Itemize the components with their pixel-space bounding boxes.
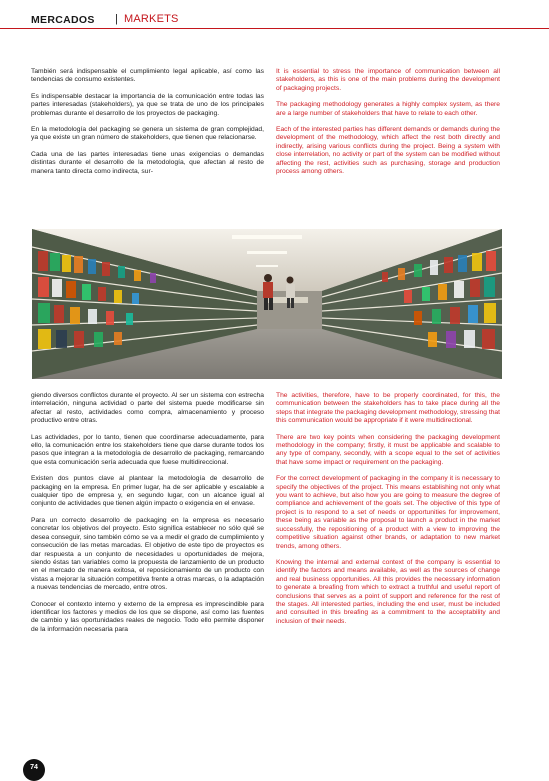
column-en-bottom bbox=[276, 392, 500, 634]
paragraph: The activities, therefore, have to be properly coordinated, for this, the communication between the stakeholders has to take place during all the steps that integrate the packaging development methodology, stressing that this communication would be appropriate if it were multidirectional. bbox=[276, 392, 500, 425]
column-en-top bbox=[276, 68, 500, 184]
paragraph: En la metodología del packaging se genera un sistema de gran complejidad, ya que existe un gran número de stakeholders, que tienen que relacionarse. bbox=[31, 126, 264, 142]
paragraph: Es indispensable destacar la importancia de la comunicación entre todas las partes interesadas (stakeholders), ya que se trata de uno de los principales problemas durante el desarrollo de los proyectos de packaging. bbox=[31, 92, 264, 117]
page-number: 74 bbox=[23, 759, 45, 781]
paragraph: Conocer el contexto interno y externo de la empresa es imprescindible para identificar los factores y medios de los que se dispone, así como las fuentes de cambio y las oportunidades reales de negocio. Todo ello permite disponer de la información necesaria para bbox=[31, 600, 264, 633]
paragraph: The packaging methodology generates a highly complex system, as there are a large number of stakeholders that have to relate to each other. bbox=[276, 101, 500, 117]
header-rule bbox=[0, 28, 549, 29]
section-title-en: MARKETS bbox=[124, 13, 179, 25]
paragraph: It is essential to stress the importance of communication between all stakeholders, as this is one of the main problems during the development of packaging projects. bbox=[276, 68, 500, 92]
column-es-top bbox=[31, 68, 264, 184]
paragraph: Cada una de las partes interesadas tiene unas exigencias o demandas distintas durante el desarrollo de la metodología, que afectan al resto de manera tanto directa como indirecta, sur- bbox=[31, 150, 264, 175]
paragraph: Each of the interested parties has different demands or demands during the development of the methodology, which affect the rest both directly and indirectly, arising various conflicts during the project. Being a system with close interrelation, no activity or part of the system can be modified without affecting the rest, activities such as purchasing, storage and production process among others. bbox=[276, 126, 500, 176]
page-header bbox=[31, 13, 331, 29]
paragraph: También será indispensable el cumplimiento legal aplicable, así como las tendencias de consumo existentes. bbox=[31, 68, 264, 84]
paragraph: For the correct development of packaging in the company it is necessary to specify the objectives of the project. This means establishing not only what you want to achieve, but also how you are going to measure the degree of compliance and achievement of the goals set. The objective of this type of project is to respond to a set of needs or opportunities for improvement, these being as variable as the proposal to launch a product in the market successfully, the repositioning of a product with a view to improving the competitive situation against other brands, or adaptation to new market trends, among others. bbox=[276, 475, 500, 550]
paragraph: Knowing the internal and external context of the company is essential to identify the factors and means available, as well as the sources of change and real business opportunities. All this provides the necessary information to generate a breafing from which to extract a truthful and useful report of conclusions that serves as a point of support and reference for the rest of the stages. All interested parties, including the end user, must be included and consulted in this breafing as a commitment to the acceptability and inclusion of their needs. bbox=[276, 558, 500, 625]
section-title-es: MERCADOS bbox=[31, 14, 95, 26]
section-separator: | bbox=[115, 13, 118, 25]
paragraph: Existen dos puntos clave al plantear la metodología de desarrollo de packaging en la empresa. En primer lugar, ha de ser aplicable y escalable a cualquier tipo de empresa y, en segundo lugar, con un alcance igual al conjunto de actividades que tienen algún impacto o exigencia en el envase. bbox=[31, 475, 264, 508]
supermarket-aisle-photo bbox=[32, 229, 502, 379]
paragraph: Para un correcto desarrollo de packaging en la empresa es necesario concretar los objetivos del proyecto. Esto significa establecer no sólo qué se desea conseguir, sino también cómo se va a medir el grado de cumplimiento y consecución de las metas marcadas. El objetivo de este tipo de proyectos es dar respuesta a un conjunto de necesidades u oportunidades de mejora, siendo éstas tan variables como la propuesta de lanzamiento de un producto en el mercado de manera exitosa, el reposicionamiento de un producto con vistas a mejorar la situación competitiva frente a otras marcas, o la adaptación a nuevas tendencias de mercado, entre otros. bbox=[31, 516, 264, 592]
column-es-bottom bbox=[31, 392, 264, 642]
paragraph: Las actividades, por lo tanto, tienen que coordinarse adecuadamente, para ello, la comunicación entre los stakeholders tiene que darse durante todos los pasos que integran a la metodología de desarrollo de packaging, remarcando que esta comunicación sería adecuada que fuese multidireccional. bbox=[31, 433, 264, 466]
paragraph: giendo diversos conflictos durante el proyecto. Al ser un sistema con estrecha interrelación, ninguna actividad o parte del sistema puede modificarse sin afectar al resto, actividades como compra, almacenamiento y proceso productivo entre otras. bbox=[31, 392, 264, 425]
paragraph: There are two key points when considering the packaging development methodology in the company; firstly, it must be applicable and scalable to any type of company, secondly, with a scope equal to the set of activities that have some impact or requirement on the packaging. bbox=[276, 433, 500, 466]
